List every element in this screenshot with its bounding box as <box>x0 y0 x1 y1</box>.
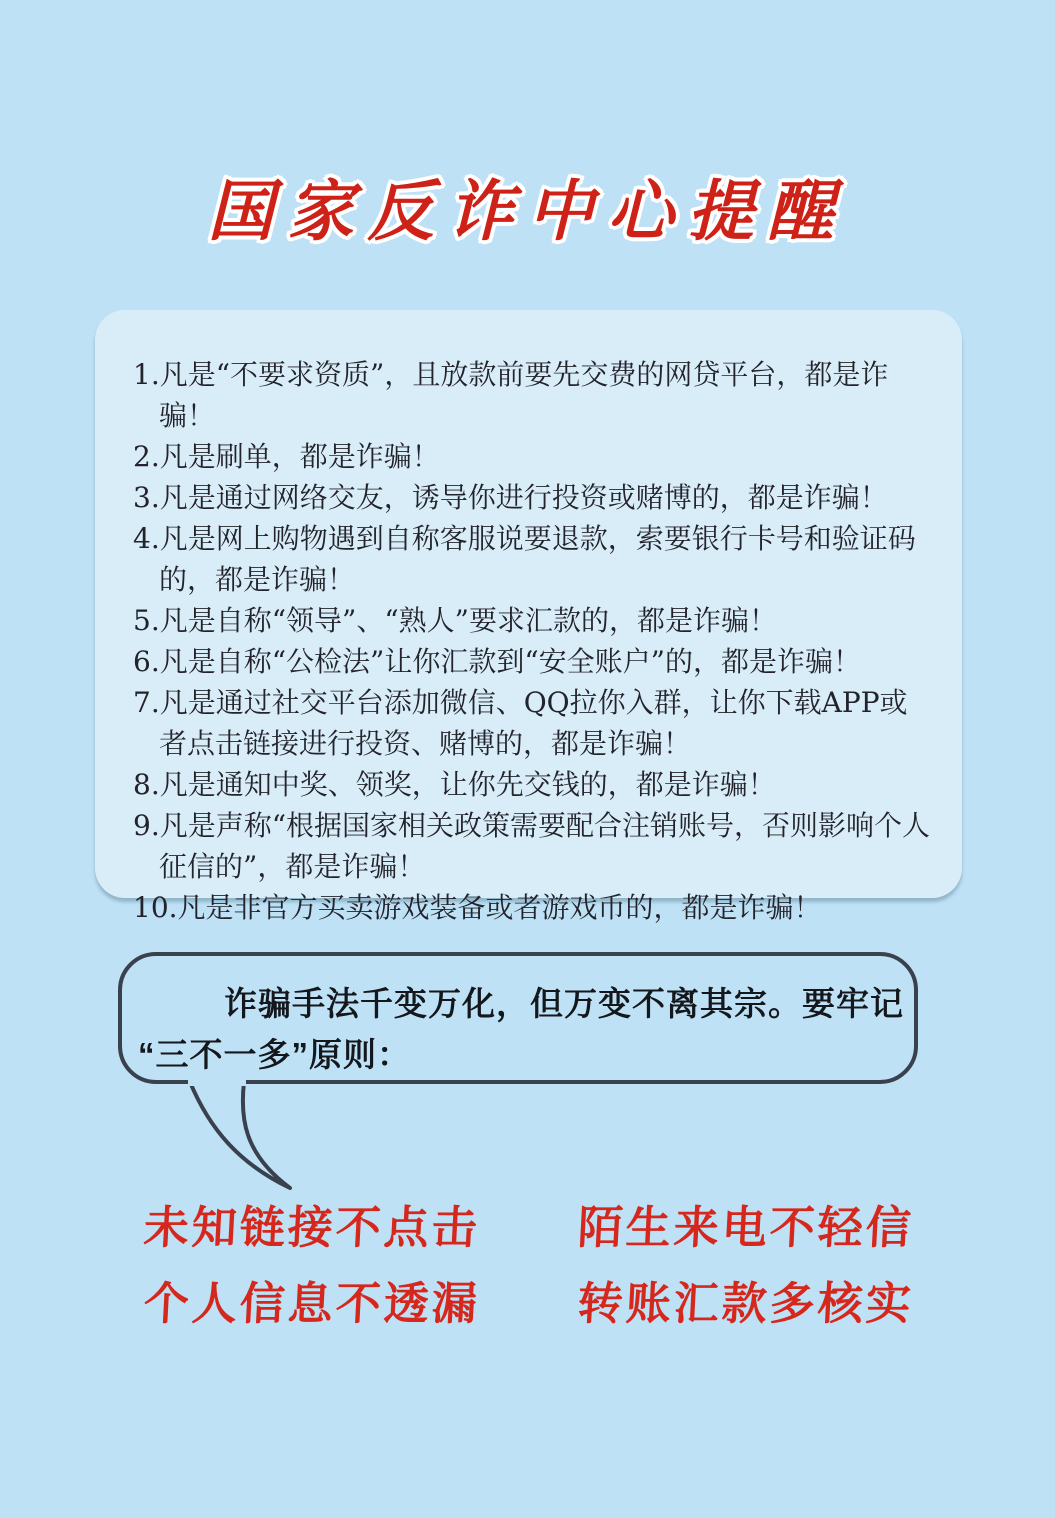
rule-item-8: 8.凡是通知中奖、领奖，让你先交钱的，都是诈骗！ <box>133 768 776 801</box>
slogan-personal-info: 个人信息不透漏 <box>142 1278 482 1329</box>
speech-bubble-text-line-2: “三不一多”原则： <box>138 1036 411 1073</box>
rule-item-10: 10.凡是非官方买卖游戏装备或者游戏币的，都是诈骗！ <box>133 891 822 924</box>
rule-item-9: 9.凡是声称“根据国家相关政策需要配合注销账号，否则影响个人征信的”，都是诈骗！ <box>133 809 931 883</box>
slogan-unknown-links: 未知链接不点击 <box>142 1202 482 1253</box>
rule-item-3: 3.凡是通过网络交友，诱导你进行投资或赌博的，都是诈骗！ <box>133 481 888 514</box>
rule-item-4: 4.凡是网上购物遇到自称客服说要退款，索要银行卡号和验证码的，都是诈骗！ <box>133 522 916 596</box>
rule-item-6: 6.凡是自称“公检法”让你汇款到“安全账户”的，都是诈骗！ <box>133 645 861 678</box>
slogan-verify-transfers: 转账汇款多核实 <box>575 1278 915 1329</box>
poster-title: 国家反诈中心提醒 <box>207 172 848 250</box>
slogan-stranger-calls: 陌生来电不轻信 <box>575 1202 915 1253</box>
rule-item-5: 5.凡是自称“领导”、“熟人”要求汇款的，都是诈骗！ <box>133 604 777 637</box>
slogan-grid <box>95 1198 962 1334</box>
speech-bubble-tail <box>178 1078 328 1198</box>
speech-bubble-text-line-1: 诈骗手法千变万化，但万变不离其宗。要牢记 <box>224 985 904 1022</box>
rule-item-7: 7.凡是通过社交平台添加微信、QQ拉你入群，让你下载APP或者点击链接进行投资、赌博的，都是诈骗！ <box>133 686 908 760</box>
speech-bubble <box>118 952 918 1084</box>
rule-item-1: 1.凡是“不要求资质”，且放款前要先交费的网贷平台，都是诈骗！ <box>133 358 889 432</box>
rules-card <box>95 310 962 924</box>
rule-item-2: 2.凡是刷单，都是诈骗！ <box>133 440 440 473</box>
